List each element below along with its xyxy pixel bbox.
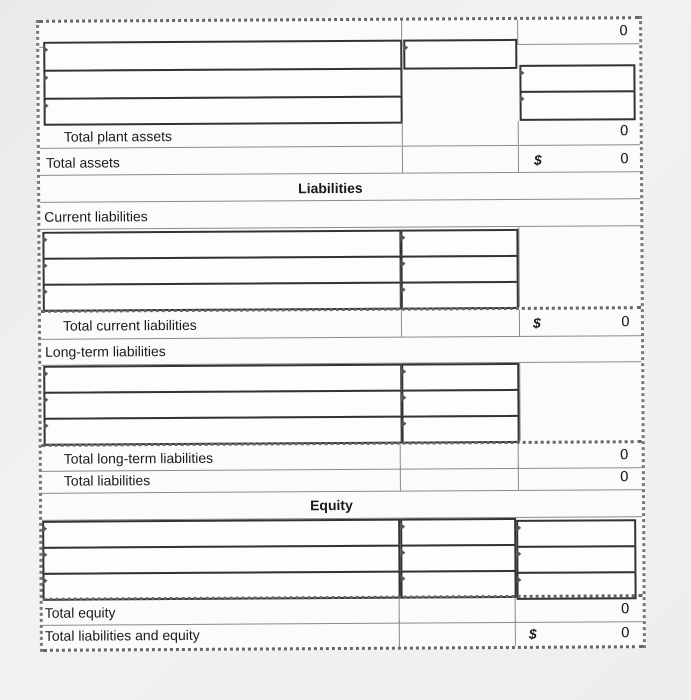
total-long-term-liabilities-value: 0 bbox=[619, 447, 629, 464]
equity-amount-input[interactable] bbox=[400, 518, 516, 547]
total-current-liabilities-currency: $ bbox=[532, 314, 541, 331]
total-liabilities-and-equity-value: 0 bbox=[620, 625, 630, 642]
long-term-liability-amount-input[interactable] bbox=[401, 389, 519, 418]
total-liabilities-and-equity-currency: $ bbox=[528, 625, 537, 642]
total-liabilities-value: 0 bbox=[619, 469, 629, 486]
equity-amount-input[interactable] bbox=[400, 544, 516, 573]
long-term-liabilities-label: Long-term liabilities bbox=[45, 343, 166, 360]
current-liabilities-row bbox=[40, 199, 640, 230]
total-equity-label: Total equity bbox=[44, 604, 116, 621]
long-term-liabilities-row bbox=[41, 335, 641, 366]
equity-total-input[interactable] bbox=[516, 545, 636, 574]
total-plant-assets-label: Total plant assets bbox=[63, 128, 173, 145]
asset-amount-input[interactable] bbox=[403, 39, 517, 70]
total-equity-value: 0 bbox=[620, 601, 630, 618]
top-value: 0 bbox=[619, 23, 629, 40]
total-liabilities-and-equity-label: Total liabilities and equity bbox=[44, 626, 200, 644]
liabilities-header: Liabilities bbox=[298, 179, 363, 197]
total-liabilities-and-equity-row bbox=[43, 619, 643, 652]
total-current-liabilities-label: Total current liabilities bbox=[62, 316, 197, 334]
current-liability-amount-input[interactable] bbox=[401, 255, 519, 284]
long-term-liability-amount-input[interactable] bbox=[401, 415, 519, 444]
total-assets-label: Total assets bbox=[45, 154, 120, 171]
current-liability-amount-input[interactable] bbox=[401, 281, 519, 310]
total-plant-assets-row bbox=[40, 120, 640, 149]
equity-header: Equity bbox=[309, 496, 353, 514]
long-term-liability-amount-input[interactable] bbox=[401, 363, 519, 392]
current-liability-amount-input[interactable] bbox=[400, 229, 518, 258]
total-assets-value: 0 bbox=[619, 151, 629, 168]
total-long-term-liabilities-label: Total long-term liabilities bbox=[63, 449, 214, 467]
liabilities-header-row bbox=[40, 172, 640, 203]
total-assets-row bbox=[40, 145, 640, 176]
asset-total-input[interactable] bbox=[520, 90, 636, 121]
total-plant-assets-value: 0 bbox=[619, 123, 629, 140]
total-assets-currency: $ bbox=[533, 151, 542, 168]
balance-sheet-table bbox=[36, 16, 646, 652]
equity-header-row bbox=[42, 490, 642, 521]
equity-total-input[interactable] bbox=[516, 519, 636, 548]
total-liabilities-row bbox=[42, 465, 642, 494]
current-liabilities-label: Current liabilities bbox=[44, 208, 148, 225]
total-liabilities-label: Total liabilities bbox=[63, 472, 151, 489]
total-current-liabilities-value: 0 bbox=[620, 314, 630, 331]
